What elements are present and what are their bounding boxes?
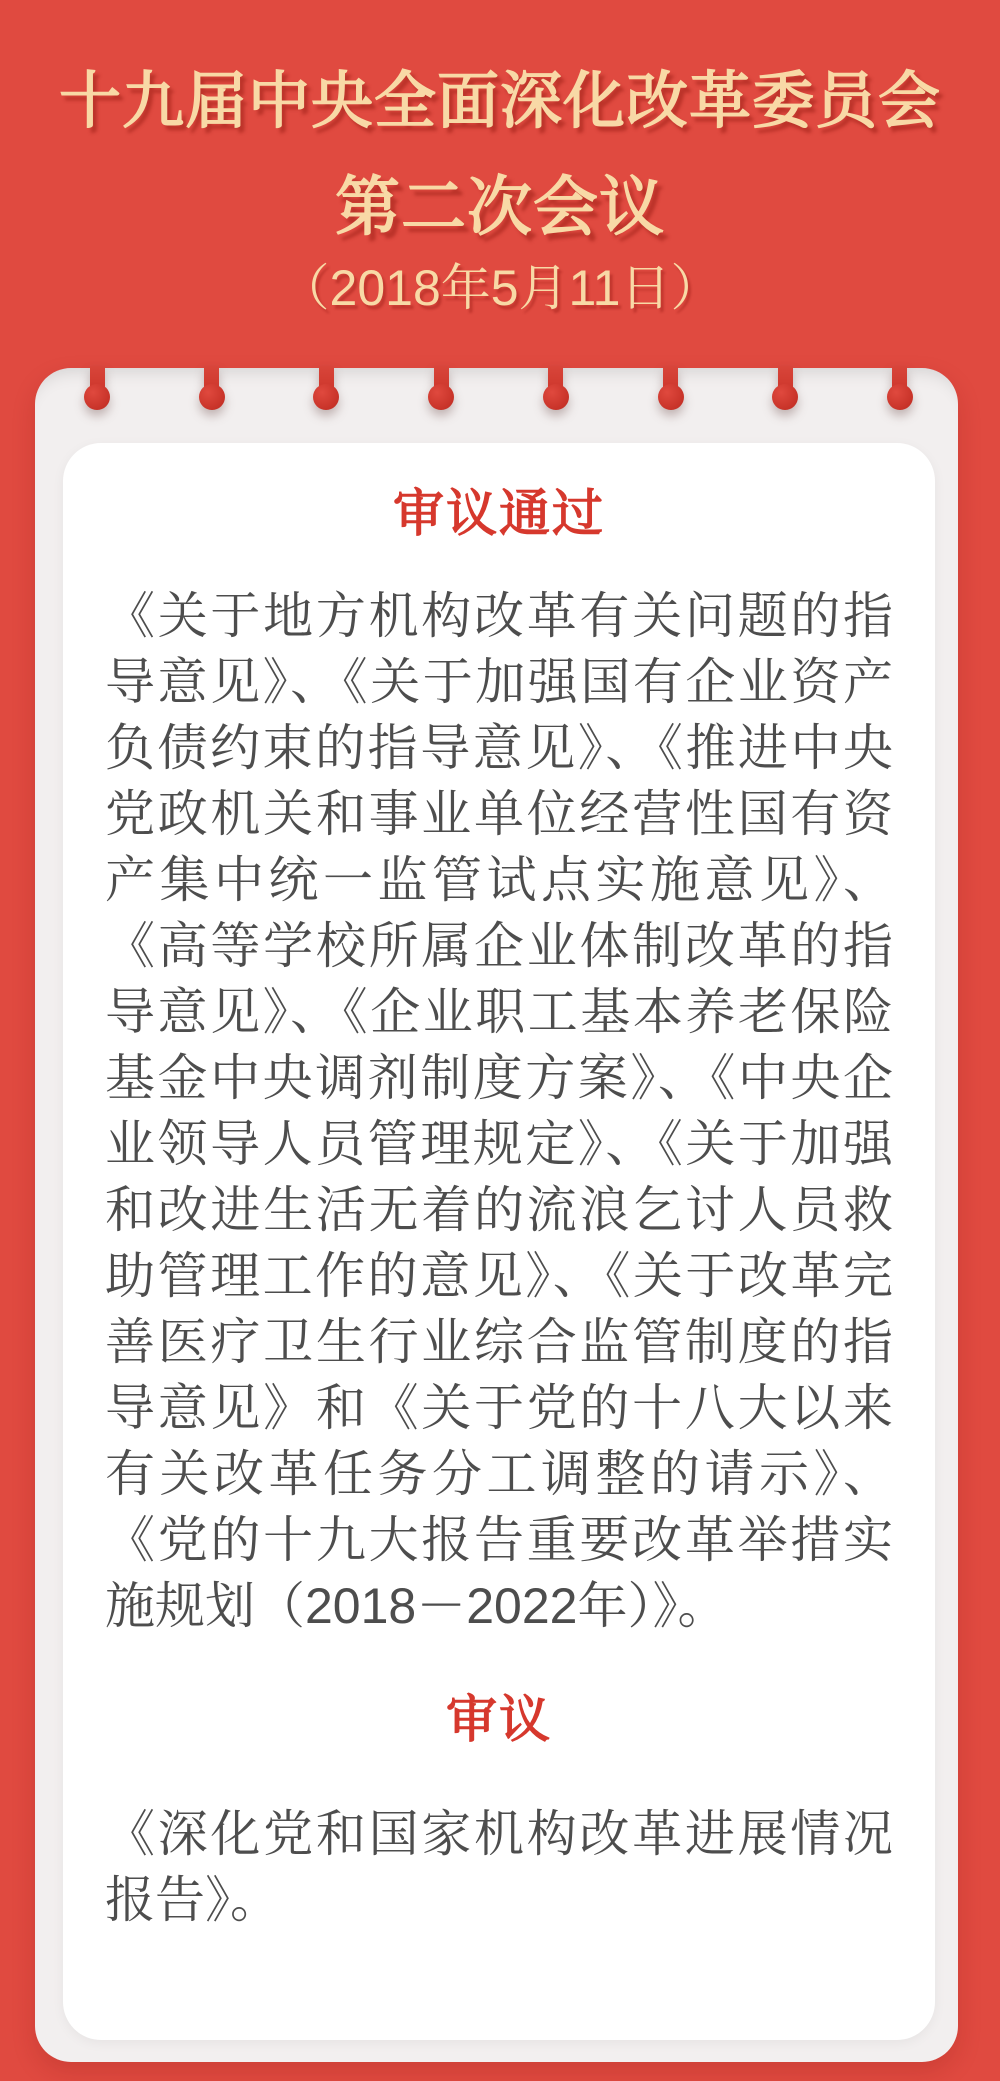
section-approved-heading: 审议通过	[392, 485, 605, 542]
section-approved	[105, 483, 893, 1639]
page-subtitle: 第二次会议	[334, 170, 665, 243]
pin-icon	[772, 366, 798, 410]
pin-icon	[658, 366, 684, 410]
pin-icon	[313, 366, 339, 410]
meeting-date: （2018年5月11日）	[279, 260, 721, 316]
pin-icon	[428, 366, 454, 410]
notepad-paper	[35, 368, 958, 2062]
page-title: 十九届中央全面深化改革委员会	[58, 67, 941, 136]
section-review	[105, 1689, 893, 1933]
notepad-card	[63, 443, 935, 2040]
pin-icon	[199, 366, 225, 410]
pin-icon	[543, 366, 569, 410]
section-review-body: 《深化党和国家机构改革进展情况报告》。	[105, 1806, 893, 1928]
section-review-heading: 审议	[445, 1691, 552, 1748]
section-approved-body: 《关于地方机构改革有关问题的指导意见》、《关于加强国有企业资产负债约束的指导意见》、《推进中央党政机关和事业单位经营性国有资产集中统一监管试点实施意见》、《高等学校所属企业体制改革的指导意见》、《企业职工基本养老保险基金中央调剂制度方案》、《中央企业领导人员管理规定》、《关于加强和改进生活无着的流浪乞讨人员救助管理工作的意见》、《关于改革完善医疗卫生行业综合监管制度的指导意见》和《关于党的十八大以来有关改革任务分工调整的请示》、《党的十九大报告重要改革举措实施规划（2018－2022年）》。	[105, 588, 893, 1634]
pin-icon	[84, 366, 110, 410]
pin-icon	[887, 366, 913, 410]
header	[0, 0, 1000, 320]
